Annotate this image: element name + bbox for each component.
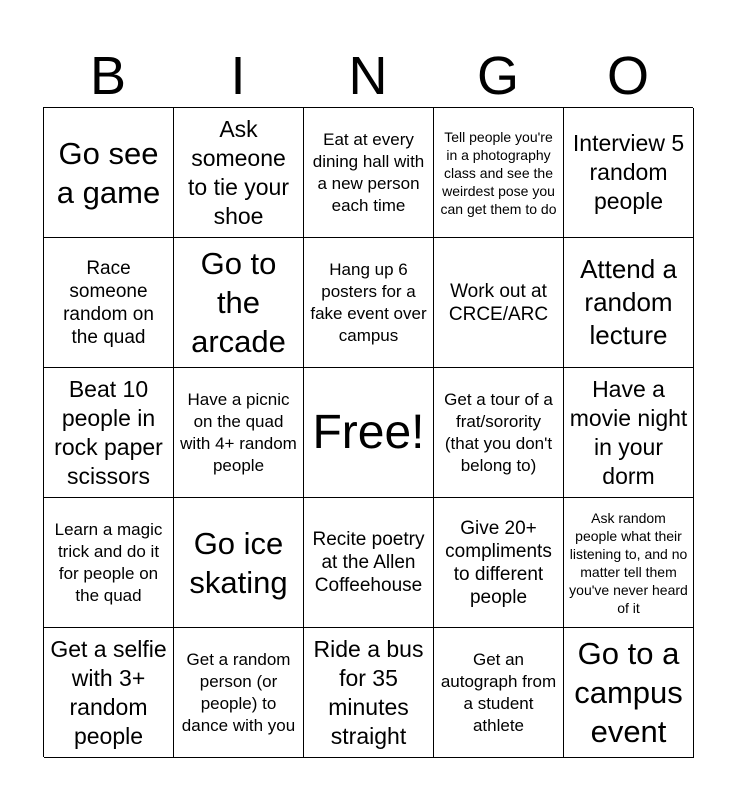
bingo-cell-r1c2[interactable] [174,108,304,238]
bingo-cell-r4c3[interactable] [304,498,434,628]
bingo-cell-r5c5[interactable] [564,628,694,758]
cell-text: Get a selfie with 3+ random people [50,635,167,749]
bingo-cell-r4c4[interactable] [434,498,564,628]
cell-text: Attend a random lecture [580,254,677,350]
bingo-cell-r1c3[interactable] [304,108,434,238]
bingo-cell-r1c4[interactable] [434,108,564,238]
bingo-header [43,44,693,108]
header-letter-o: O [606,46,649,106]
cell-text: Recite poetry at the Allen Coffeehouse [312,529,425,596]
cell-text: Go to the arcade [191,246,286,359]
cell-text: Tell people you're in a photography class and see the weirdest pose you can get them to do [440,128,557,217]
header-letter-g: G [476,46,519,106]
cell-text: Give 20+ compliments to different people [445,517,552,608]
bingo-cell-r4c5[interactable] [564,498,694,628]
bingo-cell-r5c4[interactable] [434,628,564,758]
header-letter-i: I [230,46,246,106]
bingo-cell-r2c5[interactable] [564,238,694,368]
bingo-cell-r4c2[interactable] [174,498,304,628]
cell-text: Go see a game [56,135,161,210]
bingo-cell-r3c2[interactable] [174,368,304,498]
bingo-cell-r5c2[interactable] [174,628,304,758]
cell-text: Have a picnic on the quad with 4+ random people [180,389,297,475]
cell-text: Work out at CRCE/ARC [448,280,549,325]
cell-text: Have a movie night in your dorm [569,375,688,489]
bingo-cell-r5c1[interactable] [44,628,174,758]
bingo-cell-r2c1[interactable] [44,238,174,368]
header-letter-n: N [348,46,388,106]
cell-text: Get an autograph from a student athlete [440,649,557,735]
bingo-cell-r3c4[interactable] [434,368,564,498]
cell-text: Get a tour of a frat/sorority (that you don't belong to) [444,389,553,475]
cell-text: Eat at every dining hall with a new person each time [312,129,425,215]
bingo-board [43,107,693,757]
bingo-cell-r1c5[interactable] [564,108,694,238]
cell-text: Beat 10 people in rock paper scissors [54,375,163,489]
header-letter-b: B [89,46,127,106]
cell-text: Get a random person (or people) to dance with you [181,649,296,735]
cell-text: Race someone random on the quad [63,257,154,348]
bingo-cell-r2c3[interactable] [304,238,434,368]
cell-text: Learn a magic trick and do it for people on the quad [54,519,163,605]
bingo-cell-r3c1[interactable] [44,368,174,498]
cell-text: Go ice skating [189,525,288,600]
bingo-cell-r2c2[interactable] [174,238,304,368]
cell-text: Go to a campus event [574,636,683,749]
cell-text: Ask someone to tie your shoe [188,115,289,229]
bingo-cell-r3c5[interactable] [564,368,694,498]
free-space-text: Free! [312,405,425,459]
bingo-cell-r1c1[interactable] [44,108,174,238]
bingo-cell-r2c4[interactable] [434,238,564,368]
cell-text: Hang up 6 posters for a fake event over campus [310,259,427,345]
bingo-cell-r5c3[interactable] [304,628,434,758]
bingo-cell-free[interactable] [304,368,434,498]
cell-text: Ride a bus for 35 minutes straight [313,635,424,749]
bingo-cell-r4c1[interactable] [44,498,174,628]
cell-text: Interview 5 random people [572,130,685,214]
cell-text: Ask random people what their listening to, and no matter tell them you've never heard of it [569,509,688,616]
